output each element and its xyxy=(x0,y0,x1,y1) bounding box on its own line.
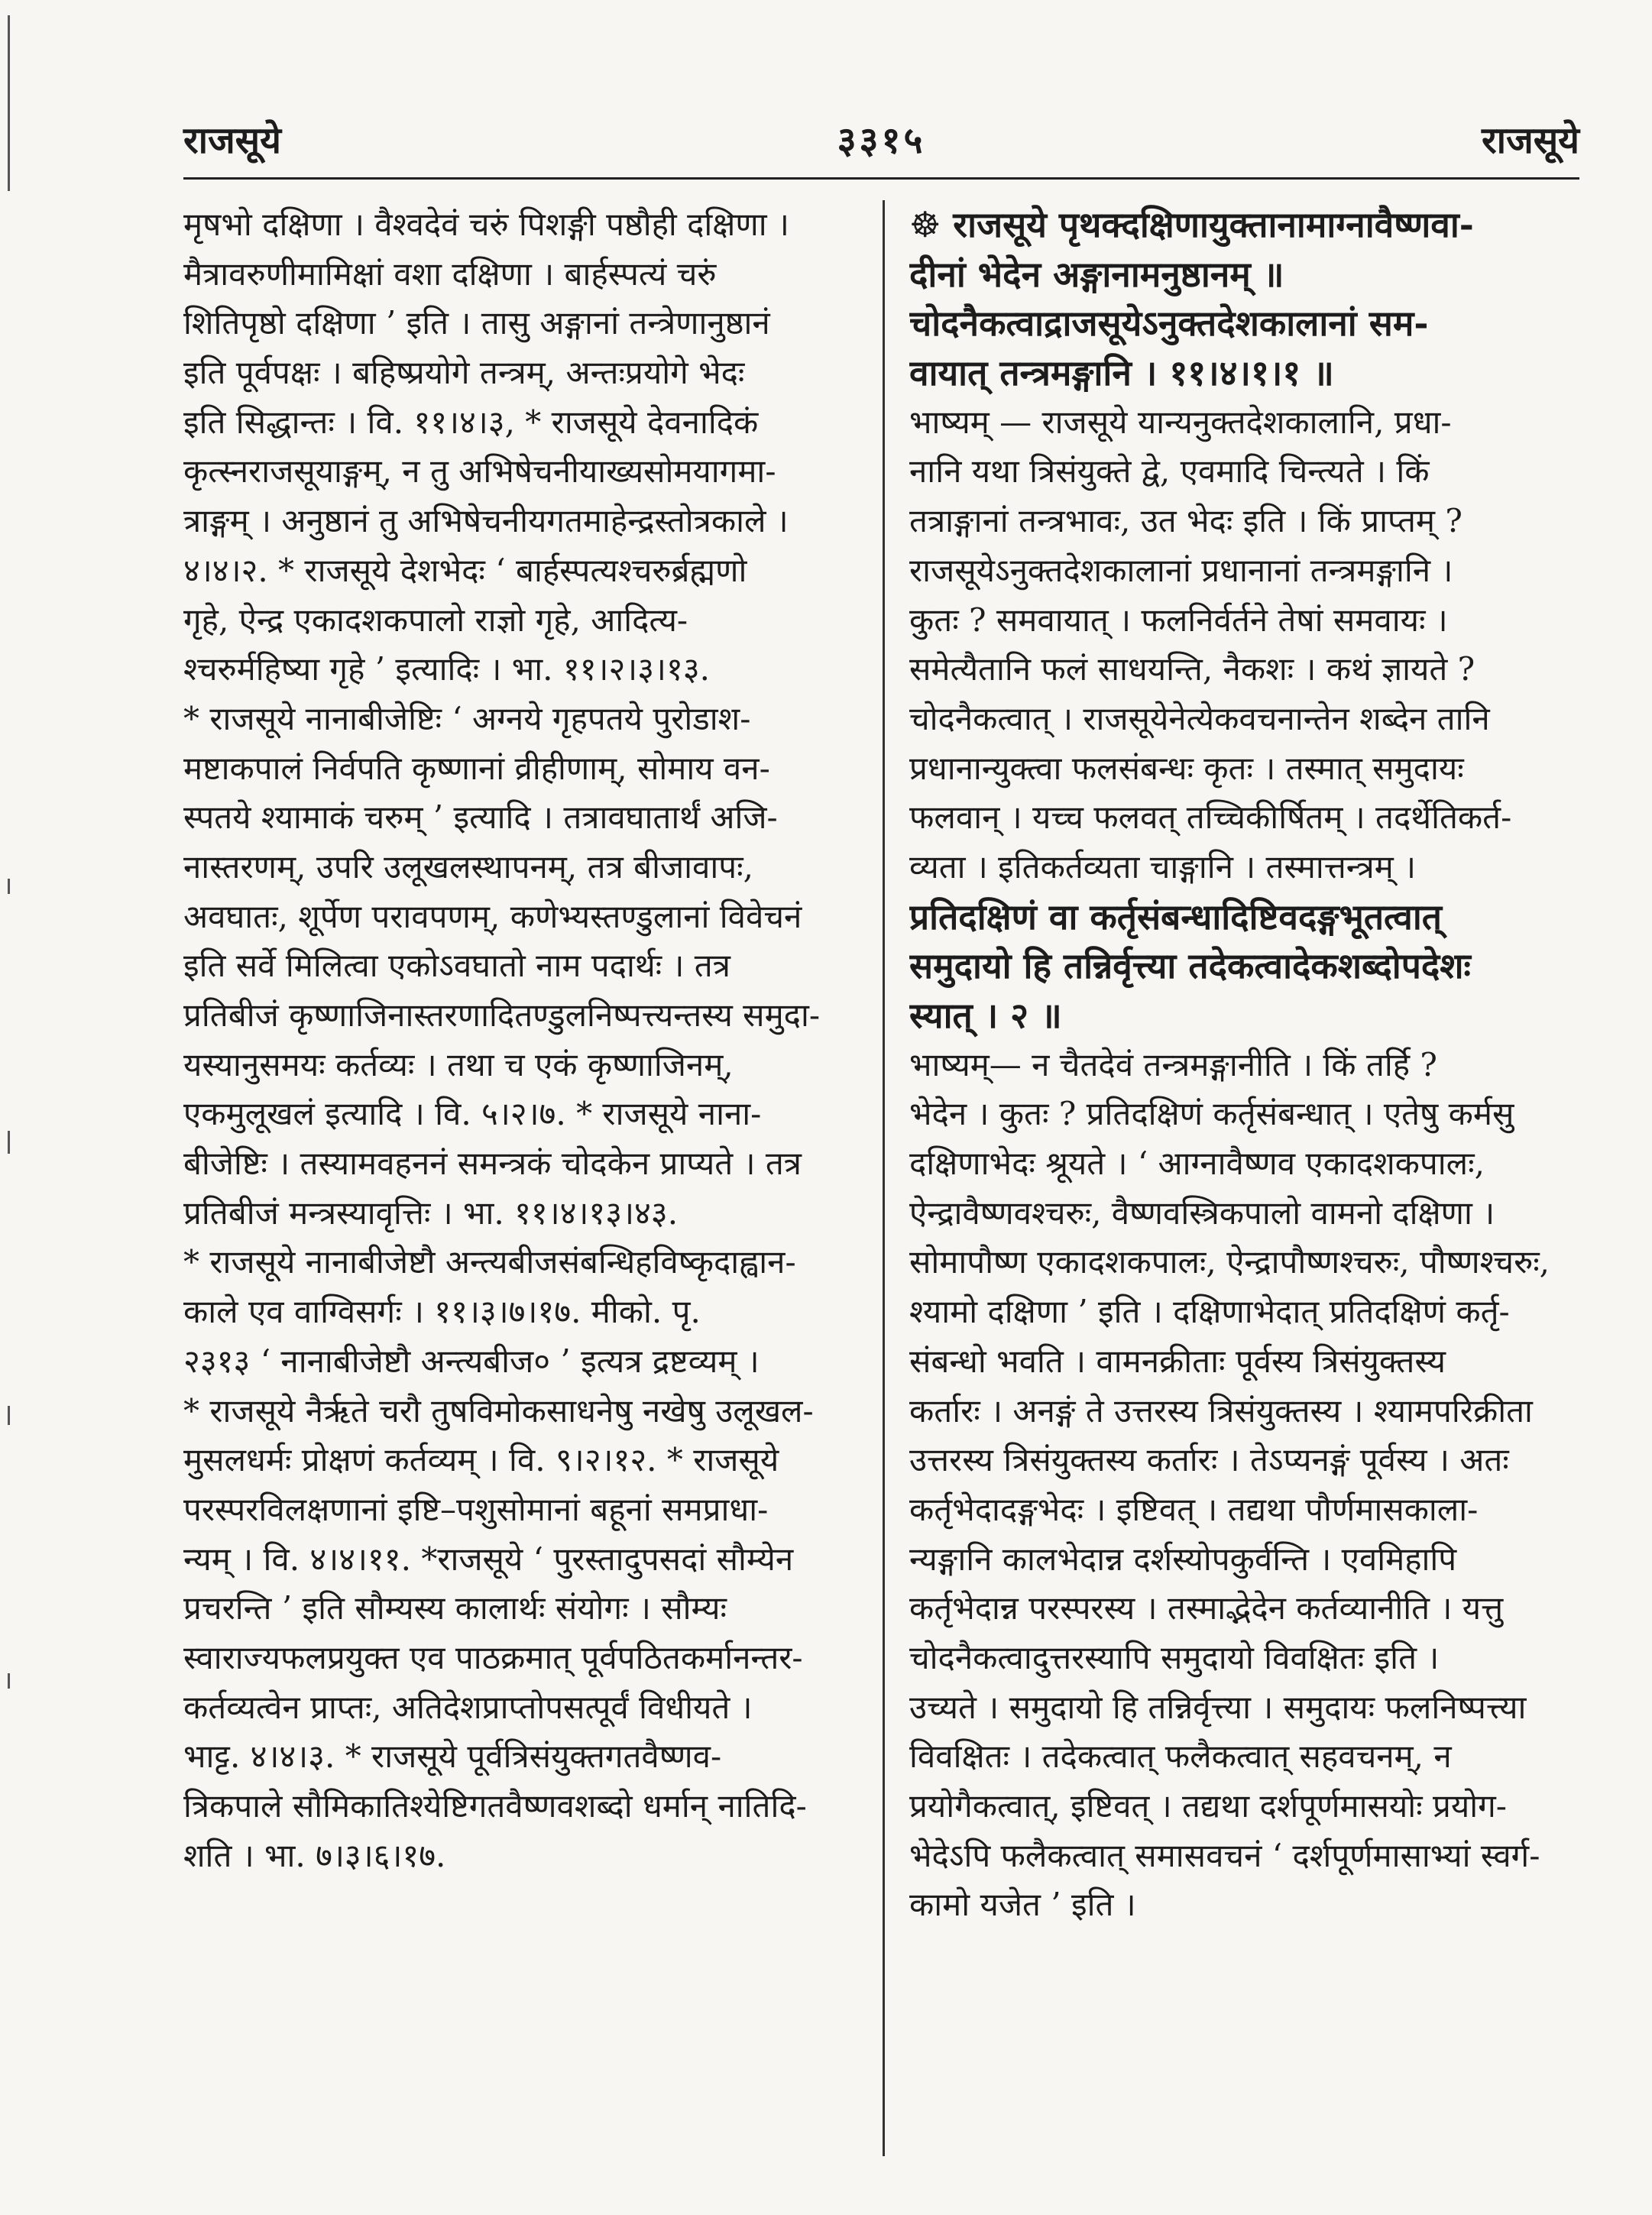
text-line: इति सिद्धान्तः । वि. ११।४।३, * राजसूये देवनादिकं xyxy=(183,403,759,441)
text-line: मैत्रावरुणीमामिक्षां वशा दक्षिणा । बार्हस्पत्यं चरुं xyxy=(183,254,717,293)
text-line: भेदेऽपि फलैकत्वात् समासवचनं ‘ दर्शपूर्णमासाभ्यां स्वर्ग- xyxy=(909,1836,1540,1874)
text-line: यस्यानुसमयः कर्तव्यः । तथा च एकं कृष्णाजिनम्, xyxy=(183,1045,734,1083)
sutra-line: चोदनैकत्वाद्राजसूयेऽनुक्तदेशकालानां सम- xyxy=(909,303,1429,345)
text-line: समेत्यैतानि फलं साधयन्ति, नैकशः । कथं ज्ञायते ? xyxy=(909,650,1475,688)
text-line: गृहे, ऐन्द्र एकादशकपालो राज्ञो गृहे, आदित्य- xyxy=(183,601,688,639)
text-line: फलवान् । यच्च फलवत् तच्चिकीर्षितम् । तदर्थेतिकर्त- xyxy=(909,798,1512,837)
text-line: इति पूर्वपक्षः । बहिष्प्रयोगे तन्त्रम्, अन्तःप्रयोगे भेदः xyxy=(183,354,745,392)
text-line: कर्तारः । अनङ्गं ते उत्तरस्य त्रिसंयुक्तस्य । श्यामपरिक्रीता xyxy=(909,1391,1533,1430)
left-column xyxy=(183,200,856,1880)
text-line: प्रचरन्ति ’ इति सौम्यस्य कालार्थः संयोगः । सौम्यः xyxy=(183,1589,727,1627)
text-line: भाट्ट. ४।४।३. * राजसूये पूर्वत्रिसंयुक्तगतवैष्णव- xyxy=(183,1737,722,1776)
text-line: भाष्यम्— न चैतदेवं तन्त्रमङ्गानीति । किं तर्हि ? xyxy=(909,1045,1437,1083)
text-line: कर्तव्यत्वेन प्राप्तः, अतिदेशप्राप्तोपसत्पूर्वं विधीयते । xyxy=(183,1688,753,1726)
text-line: बीजेष्टिः । तस्यामवहननं समन्त्रकं चोदकेन प्राप्यते । तत्र xyxy=(183,1145,802,1183)
header-rule xyxy=(183,177,1579,180)
text-line: न्यङ्गानि कालभेदान्न दर्शस्योपकुर्वन्ति । एवमिहापि xyxy=(909,1540,1457,1578)
text-line: काले एव वाग्विसर्गः । ११।३।७।१७. मीको. पृ. xyxy=(183,1293,701,1331)
text-line: ऐन्द्रावैष्णवश्चरुः, वैष्णवस्त्रिकपालो वामनो दक्षिणा । xyxy=(909,1193,1495,1232)
sutra-line: समुदायो हि तन्निर्वृत्त्या तदेकत्वादेकशब्दोपदेशः xyxy=(909,945,1471,987)
text-line: नानि यथा त्रिसंयुक्ते द्वे, एवमादि चिन्त्यते । किं xyxy=(909,452,1430,491)
text-line: शति । भा. ७।३।६।१७. xyxy=(183,1836,446,1874)
text-line: न्यम् । वि. ४।४।११. *राजसूये ‘ पुरस्तादुपसदां सौम्येन xyxy=(183,1540,794,1578)
section-heading: दीनां भेदेन अङ्गानामनुष्ठानम् ॥ xyxy=(909,253,1284,295)
text-line: * राजसूये नानाबीजेष्टिः ‘ अग्नये गृहपतये पुरोडाश- xyxy=(183,699,751,737)
header-right-title: राजसूये xyxy=(1482,119,1579,162)
text-line: श्यामो दक्षिणा ’ इति । दक्षिणाभेदात् प्रतिदक्षिणं कर्तृ- xyxy=(909,1293,1510,1331)
text-line: उत्तरस्य त्रिसंयुक्तस्य कर्तारः । तेऽप्यनङ्गं पूर्वस्य । अतः xyxy=(909,1441,1509,1479)
text-line: सोमापौष्ण एकादशकपालः, ऐन्द्रापौष्णश्चरुः, पौष्णश्चरुः, xyxy=(909,1243,1550,1281)
text-line: एकमुलूखलं इत्यादि । वि. ५।२।७. * राजसूये नाना- xyxy=(183,1095,762,1133)
column-divider xyxy=(883,200,885,2156)
text-line: अवघातः, शूर्पेण परावपणम्, कणेभ्यस्तण्डुलानां विवेचनं xyxy=(183,897,802,935)
text-line: प्रतिबीजं कृष्णाजिनास्तरणादितण्डुलनिष्पत्त्यन्तस्य समुदा- xyxy=(183,996,821,1034)
text-line: शितिपृष्ठो दक्षिणा ’ इति । तासु अङ्गानां तन्त्रेणानुष्ठानं xyxy=(183,304,770,342)
text-line: तत्राङ्गानां तन्त्रभावः, उत भेदः इति । किं प्राप्तम् ? xyxy=(909,502,1463,540)
text-line: परस्परविलक्षणानां इष्टि–पशुसोमानां बहूनां समप्राधा- xyxy=(183,1490,769,1528)
text-line: स्पतये श्यामाकं चरुम् ’ इत्यादि । तत्रावघातार्थं अजि- xyxy=(183,798,778,837)
page-number: ३३१५ xyxy=(837,119,926,162)
text-line: संबन्धो भवति । वामनक्रीताः पूर्वस्य त्रिसंयुक्तस्य xyxy=(909,1342,1446,1380)
text-line: चोदनैकत्वादुत्तरस्यापि समुदायो विवक्षितः इति । xyxy=(909,1638,1440,1676)
text-line: स्वाराज्यफलप्रयुक्त एव पाठक्रमात् पूर्वपठितकर्मानन्तर- xyxy=(183,1638,803,1676)
text-line: ४।४।२. * राजसूये देशभेदः ‘ बार्हस्पत्यश्चरुर्ब्रह्मणो xyxy=(183,551,747,589)
text-line: त्राङ्गम् । अनुष्ठानं तु अभिषेचनीयगतमाहेन्द्रस्तोत्रकाले । xyxy=(183,502,789,540)
text-line: कामो यजेत ’ इति । xyxy=(909,1886,1136,1924)
text-line: उच्यते । समुदायो हि तन्निर्वृत्त्या । समुदायः फलनिष्पत्त्या xyxy=(909,1688,1527,1726)
text-line: चोदनैकत्वात् । राजसूयेनेत्येकवचनान्तेन शब्देन तानि xyxy=(909,699,1490,737)
text-line: श्चरुर्महिष्या गृहे ’ इत्यादिः । भा. ११।२।३।१३. xyxy=(183,650,711,688)
sutra-line: स्यात् । २ ॥ xyxy=(909,995,1062,1036)
text-line: प्रधानान्युक्त्वा फलसंबन्धः कृतः । तस्मात् समुदायः xyxy=(909,749,1464,787)
text-line: कर्तृभेदान्न परस्परस्य । तस्माद्भेदेन कर्तव्यानीति । यत्तु xyxy=(909,1589,1504,1627)
text-line: व्यता । इतिकर्तव्यता चाङ्गानि । तस्मात्तन्त्रम् । xyxy=(909,847,1417,886)
scan-margin-marks xyxy=(8,0,14,2215)
text-line: भाष्यम् — राजसूये यान्यनुक्तदेशकालानि, प्रधा- xyxy=(909,403,1452,441)
text-line: दक्षिणाभेदः श्रूयते । ‘ आग्नावैष्णव एकादशकपालः, xyxy=(909,1145,1485,1183)
text-line: * राजसूये नानाबीजेष्टौ अन्त्यबीजसंबन्धिहविष्कृदाह्वान- xyxy=(183,1243,796,1281)
text-line: नास्तरणम्, उपरि उलूखलस्थापनम्, तत्र बीजावापः, xyxy=(183,847,753,886)
page-header xyxy=(183,115,1579,168)
text-line: कृत्स्नराजसूयाङ्गम्, न तु अभिषेचनीयाख्यसोमयागमा- xyxy=(183,452,776,491)
text-line: प्रयोगैकत्वात्, इष्टिवत् । तद्यथा दर्शपूर्णमासयोः प्रयोग- xyxy=(909,1787,1507,1825)
text-line: मृषभो दक्षिणा । वैश्वदेवं चरुं पिशङ्गी पष्ठौही दक्षिणा । xyxy=(183,206,789,243)
text-line: कुतः ? समवायात् । फलनिर्वर्तने तेषां समवायः । xyxy=(909,601,1448,639)
header-left-title: राजसूये xyxy=(183,119,281,162)
text-line: २३१३ ‘ नानाबीजेष्टौ अन्त्यबीज० ’ इत्यत्र द्रष्टव्यम् । xyxy=(183,1342,760,1380)
text-line: राजसूयेऽनुक्तदेशकालानां प्रधानानां तन्त्रमङ्गानि । xyxy=(909,551,1453,589)
text-line: कर्तृभेदादङ्गभेदः । इष्टिवत् । तद्यथा पौर्णमासकाला- xyxy=(909,1490,1479,1528)
text-line: भेदेन । कुतः ? प्रतिदक्षिणं कर्तृसंबन्धात् । एतेषु कर्मसु xyxy=(909,1095,1514,1133)
section-heading: ☸ राजसूये पृथक्दक्षिणायुक्तानामाग्नावैष्णवा- xyxy=(909,204,1474,245)
text-line: मष्टाकपालं निर्वपति कृष्णानां व्रीहीणाम्, सोमाय वन- xyxy=(183,749,770,787)
text-line: प्रतिबीजं मन्त्रस्यावृत्तिः । भा. ११।४।१३।४३. xyxy=(183,1193,679,1232)
sutra-line: वायात् तन्त्रमङ्गानि । ११।४।१।१ ॥ xyxy=(909,352,1334,394)
sutra-line: प्रतिदक्षिणं वा कर्तृसंबन्धादिष्टिवदङ्गभूतत्वात् xyxy=(909,895,1442,937)
text-line: त्रिकपाले सौमिकातिश्येष्टिगतवैष्णवशब्दो धर्मान् नातिदि- xyxy=(183,1787,807,1825)
text-line: मुसलधर्मः प्रोक्षणं कर्तव्यम् । वि. ९।२।१२. * राजसूये xyxy=(183,1441,779,1479)
right-column xyxy=(909,200,1582,1930)
text-line: विवक्षितः । तदेकत्वात् फलैकत्वात् सहवचनम्, न xyxy=(909,1737,1452,1776)
text-line: इति सर्वे मिलित्वा एकोऽवघातो नाम पदार्थः । तत्र xyxy=(183,947,730,985)
text-line: * राजसूये नैर्ऋते चरौ तुषविमोकसाधनेषु नखेषु उलूखल- xyxy=(183,1391,814,1430)
